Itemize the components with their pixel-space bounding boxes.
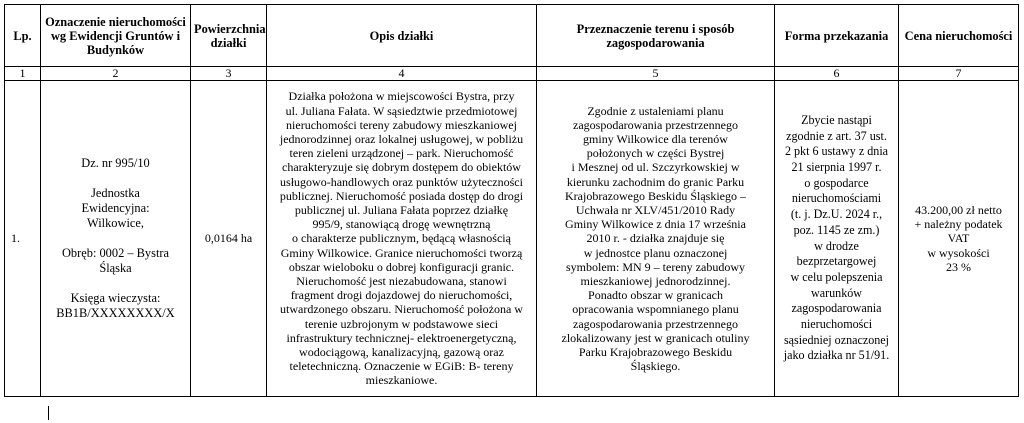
przeznaczenie-line: gminy Wilkowice dla terenów <box>583 131 728 146</box>
text-cursor <box>48 406 49 420</box>
forma-line: zagospodarowania <box>791 301 882 316</box>
przeznaczenie-line: Ponadto obszar w granicach <box>588 288 723 303</box>
forma-line: bezprzetargowej <box>796 254 877 269</box>
opis-line: jednorodzinnej oraz lokalnej usługowej, w pobliżu <box>279 131 524 146</box>
property-table <box>4 4 1019 397</box>
cell-powierzchnia: 0,0164 ha <box>191 81 267 397</box>
opis-line: terenie uzbrojonym w podstawowe sieci <box>304 316 499 331</box>
opis-line: teren zieleni urządzonej – park. Nieruchomość <box>289 146 514 161</box>
forma-line: w celu polepszenia <box>790 269 883 284</box>
cena-line: 23 % <box>946 259 971 274</box>
przeznaczenie-line: i Mesznej od ul. Szczyrkowskiej w <box>571 160 740 175</box>
przeznaczenie-line: kierunku zachodnim do granic Parku <box>566 174 745 189</box>
opis-line: mieszkaniowe. <box>365 373 438 388</box>
jednostka-line: Jednostka <box>91 186 140 200</box>
forma-line: nieruchomościami <box>791 191 882 206</box>
header-oznaczenie: Oznaczenie nieruchomości wg Ewidencji Gruntów i Budynków <box>41 5 191 67</box>
opis-line: fragment drogi dojazdowej do nieruchomości, <box>290 288 513 303</box>
header-opis: Opis działki <box>267 5 537 67</box>
opis-line: 995/9, stanowiącą drogę wewnętrzną <box>312 217 491 232</box>
przeznaczenie-line: zlokalizowany jest w granicach otuliny <box>561 330 750 345</box>
document-page <box>4 4 1019 397</box>
forma-line: sąsiedniej oznaczonej <box>783 332 890 347</box>
przeznaczenie-line: zagospodarowania przestrzennego <box>573 117 738 132</box>
forma-line: jako działka nr 51/91. <box>783 348 890 363</box>
cell-opis <box>267 81 537 397</box>
opis-line: publicznej. Nieruchomość posiada dostęp do drogi <box>279 188 524 203</box>
column-number: 2 <box>41 67 191 81</box>
opis-line: publicznej ul. Juliana Fałata poprzez działkę <box>294 202 509 217</box>
header-row <box>5 5 1019 67</box>
opis-line: wodociągową, kanalizacyjną, gazową oraz <box>299 345 504 360</box>
header-powierzchnia: Powierzchnia działki <box>191 5 267 67</box>
cena-line: w wysokości <box>927 245 990 260</box>
cell-cena <box>899 81 1019 397</box>
ksiega-line: BB1B/XXXXXXXX/X <box>56 306 175 320</box>
column-number: 7 <box>899 67 1019 81</box>
opis-line: obszar wieloboku o dobrej konfiguracji granic. <box>288 259 515 274</box>
cell-lp: 1. <box>5 81 41 397</box>
forma-line: warunków <box>810 285 863 300</box>
opis-line: o charakterze publicznym, będącą własnością <box>292 231 511 246</box>
jednostka-line: Ewidencyjna: <box>81 201 150 215</box>
column-number: 5 <box>537 67 775 81</box>
przeznaczenie-line: Uchwała nr XLV/451/2010 Rady <box>575 202 736 217</box>
opis-line: Gminy Wilkowice. Granice nieruchomości tworzą <box>280 245 523 260</box>
forma-line: zgodnie z art. 37 ust. <box>786 128 887 143</box>
opis-line: nieruchomości tereny zabudowy mieszkaniowej <box>286 117 517 132</box>
column-number: 1 <box>5 67 41 81</box>
parcel-number: Dz. nr 995/10 <box>81 156 150 170</box>
forma-line: 2 pkt 6 ustawy z dnia <box>784 144 889 159</box>
przeznaczenie-line: Parku Krajobrazowego Beskidu <box>578 345 733 360</box>
opis-line: Nieruchomość jest niezabudowana, stanowi <box>296 274 507 288</box>
przeznaczenie-line: symbolem: MN 9 – tereny zabudowy <box>566 259 745 274</box>
jednostka-line: Wilkowice, <box>87 216 144 230</box>
cell-przeznaczenie <box>537 81 775 397</box>
forma-line: nieruchomości <box>800 317 873 332</box>
przeznaczenie-line: w jednostce planu oznaczonej <box>583 245 728 260</box>
przeznaczenie-line: Krajobrazowego Beskidu Śląskiego – <box>565 188 746 203</box>
header-przeznaczenie: Przeznaczenie terenu i sposób zagospodarowania <box>537 5 775 67</box>
column-number-row <box>5 67 1019 81</box>
przeznaczenie-line: Gminy Wilkowice z dnia 17 września <box>565 217 746 232</box>
ksiega-line: Księga wieczysta: <box>70 291 161 305</box>
cena-line: + należny podatek <box>914 217 1003 232</box>
przeznaczenie-line: mieszkaniowej jednorodzinnej. <box>580 274 731 288</box>
przeznaczenie-line: zagospodarowania przestrzennego <box>573 316 738 331</box>
forma-line: 21 sierpnia 1997 r. <box>791 159 882 174</box>
header-forma: Forma przekazania <box>775 5 899 67</box>
opis-line: teletechniczną. Oznaczenie w EGiB: B- tereny <box>289 359 514 374</box>
cell-forma <box>775 81 899 397</box>
header-lp: Lp. <box>5 5 41 67</box>
forma-line: o gospodarce <box>804 175 869 190</box>
cena-line: VAT <box>947 231 970 246</box>
forma-line: Zbycie nastąpi <box>801 112 872 127</box>
obreb-line: Obręb: 0002 – Bystra <box>61 246 170 260</box>
forma-line: (t. j. Dz.U. 2024 r., <box>790 207 883 222</box>
przeznaczenie-line: 2010 r. - działka znajduje się <box>586 231 725 246</box>
table-row <box>5 81 1019 397</box>
header-cena: Cena nieruchomości <box>899 5 1019 67</box>
obreb-line: Śląska <box>99 261 132 275</box>
przeznaczenie-line: opracowania wspomnianego planu <box>572 302 739 317</box>
cena-line: 43.200,00 zł netto <box>915 202 1002 217</box>
przeznaczenie-line: położonych w części Bystrej <box>586 146 725 161</box>
forma-line: poz. 1145 ze zm.) <box>793 222 880 237</box>
forma-line: w drodze <box>814 238 859 253</box>
przeznaczenie-line: Zgodnie z ustaleniami planu <box>587 103 724 118</box>
column-number: 3 <box>191 67 267 81</box>
opis-line: ul. Juliana Fałata. W sąsiedztwie przedmiotowej <box>285 103 518 118</box>
column-number: 4 <box>267 67 537 81</box>
cell-oznaczenie <box>41 81 191 397</box>
przeznaczenie-line: Śląskiego. <box>630 359 681 374</box>
column-number: 6 <box>775 67 899 81</box>
opis-line: Działka położona w miejscowości Bystra, przy <box>288 89 515 104</box>
opis-line: usługowo-handlowych oraz punktów użyteczności <box>280 174 523 189</box>
opis-line: infrastruktury technicznej- elektroenergetyczną, <box>286 330 517 345</box>
opis-line: charakteryzuje się dobrym dostępem do obiektów <box>282 160 521 175</box>
opis-line: utwardzonego obszaru. Nieruchomość położona w <box>280 302 523 317</box>
